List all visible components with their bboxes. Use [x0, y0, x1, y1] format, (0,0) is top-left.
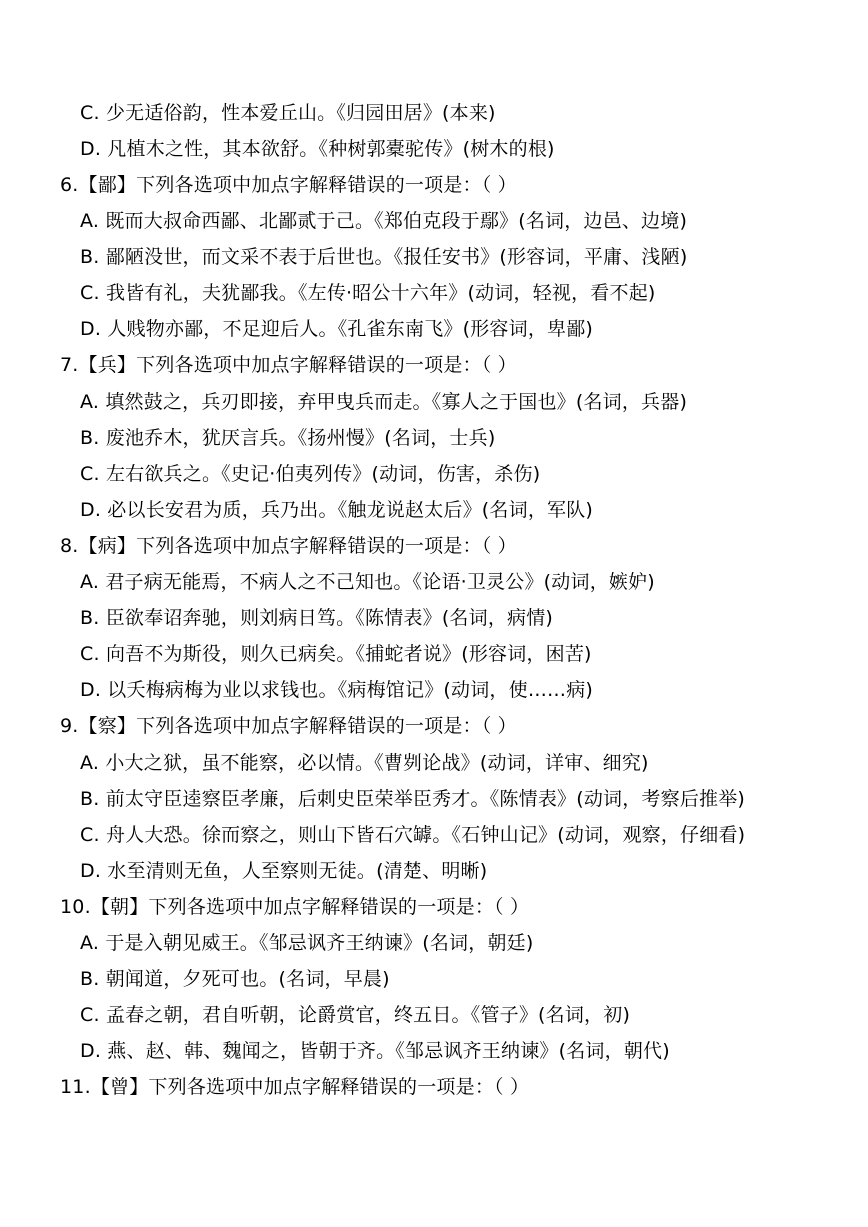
- option-line: C. 左右欲兵之。《史记·伯夷列传》(动词，伤害，杀伤): [80, 463, 541, 485]
- option-line: C. 少无适俗韵，性本爱丘山。《归园田居》(本来): [80, 102, 496, 124]
- option-line: A. 小大之狱，虽不能察，必以情。《曹刿论战》(动词，详审、细究): [80, 752, 649, 774]
- question-line: 9.【察】下列各选项中加点字解释错误的一项是：（ ）: [60, 715, 517, 737]
- option-line: D. 必以长安君为质，兵乃出。《触龙说赵太后》(名词，军队): [80, 499, 594, 521]
- option-line: B. 废池乔木，犹厌言兵。《扬州慢》(名词，士兵): [80, 427, 496, 449]
- option-line: D. 燕、赵、韩、魏闻之，皆朝于齐。《邹忌讽齐王纳谏》(名词，朝代): [80, 1040, 670, 1062]
- option-line: D. 水至清则无鱼，人至察则无徒。(清楚、明晰): [80, 860, 488, 882]
- option-line: B. 鄙陋没世，而文采不表于后世也。《报任安书》(形容词，平庸、浅陋): [80, 246, 688, 268]
- question-line: 8.【病】下列各选项中加点字解释错误的一项是：（ ）: [60, 535, 517, 557]
- question-line: 7.【兵】下列各选项中加点字解释错误的一项是：（ ）: [60, 354, 517, 376]
- option-line: B. 前太守臣逵察臣孝廉，后刺史臣荣举臣秀才。《陈情表》(动词，考察后推举): [80, 788, 746, 810]
- option-line: C. 向吾不为斯役，则久已病矣。《捕蛇者说》(形容词，困苦): [80, 643, 592, 665]
- question-line: 6.【鄙】下列各选项中加点字解释错误的一项是：（ ）: [60, 174, 517, 196]
- option-line: A. 既而大叔命西鄙、北鄙贰于己。《郑伯克段于鄢》(名词，边邑、边境): [80, 210, 688, 232]
- option-line: D. 凡植木之性，其本欲舒。《种树郭橐驼传》(树木的根): [80, 138, 555, 160]
- option-line: C. 我皆有礼，夫犹鄙我。《左传·昭公十六年》(动词，轻视，看不起): [80, 282, 656, 304]
- option-line: B. 朝闻道，夕死可也。(名词，早晨): [80, 968, 390, 990]
- option-line: D. 人贱物亦鄙，不足迎后人。《孔雀东南飞》(形容词，卑鄙): [80, 318, 594, 340]
- option-line: C. 孟春之朝，君自听朝，论爵赏官，终五日。《管子》(名词，初): [80, 1004, 631, 1026]
- option-line: C. 舟人大恐。徐而察之，则山下皆石穴罅。《石钟山记》(动词，观察，仔细看): [80, 824, 746, 846]
- option-line: A. 君子病无能焉，不病人之不己知也。《论语·卫灵公》(动词，嫉妒): [80, 571, 655, 593]
- question-line: 11.【曾】下列各选项中加点字解释错误的一项是：（ ）: [60, 1076, 530, 1098]
- option-line: A. 于是入朝见威王。《邹忌讽齐王纳谏》(名词，朝廷): [80, 932, 534, 954]
- option-line: D. 以夭梅病梅为业以求钱也。《病梅馆记》(动词，使……病): [80, 679, 594, 701]
- question-line: 10.【朝】下列各选项中加点字解释错误的一项是：（ ）: [60, 896, 530, 918]
- option-line: A. 填然鼓之，兵刃即接，弃甲曳兵而走。《寡人之于国也》(名词，兵器): [80, 391, 688, 413]
- option-line: B. 臣欲奉诏奔驰，则刘病日笃。《陈情表》(名词，病情): [80, 607, 554, 629]
